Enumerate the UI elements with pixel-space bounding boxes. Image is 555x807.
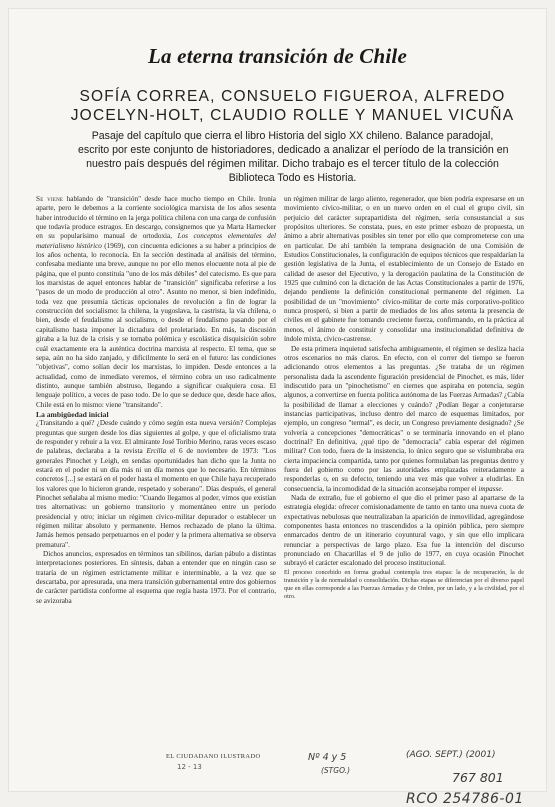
left-paragraph-1 <box>36 195 276 410</box>
left-p1-text-a: hablando de "transición" desde hace mucho tiempo en Chile. Ironía aparte, pero le debemos a la corriente sociológica marxista de los años sesenta haber introducido el término en la jerga política chilena con una carga de confusión que todavía produce estragos. En descargo, consignemos que ya Marta Harnecker en su popularísimo manual de ortodoxia, <box>36 195 276 241</box>
handwritten-page-note: 12 - 13 <box>177 763 202 771</box>
left-paragraph-3: Dichos anuncios, expresados en términos tan sibilinos, darían pábulo a distintas interpretaciones posteriores. En síntesis, daban a entender que en ningún caso se trataría de un régimen estrictamente militar e interminable, a la vez que se descartaba, por apresurada, una mera transición gubernamental entre dos gobiernos de carácter partidista conforme al esquema que regía hasta 1973. Por el contrario, se avizoraba <box>36 550 276 605</box>
left-p1-text-b: (1969), con cincuenta ediciones a su haber a principios de los años ochenta, lo reconocía. En la sección destinada al análisis del término, confesaba mediante una breve, aunque no por ello menos elocuente nota al pie de página, que el punto constituía "uno de los más débiles" del catecismo. Es que para los marxistas de aquel entonces hablar de "transición" significaba referirse a los "pasos de un modo de producción al otro". Asunto no menor, si bien indefinido, toda vez que presumía tácticas opcionales de revolución a fin de lograr la construcción del socialismo: la chilena, la yugoslava, la castrista, la vía chilena, o bien, desde el feudalismo al socialismo, o desde el feudalismo pasando por el capitalismo hasta imponer la dictadura del proletariado. En más, la discusión giraba a la luz de la crisis y se tornaba polémica y escolástica disquisición sobre cuál exactamente era la auténtica doctrina marxista al respecto. El tema, que se sepa, aún no ha sido zanjado, y difícilmente lo será en el futuro: las condiciones "objetivas", como solían decir los marxistas, lo impiden. Desde entonces a la actualidad, como de inmediato veremos, el término cobra un uso radicalmente distinto, aunque también abstruso, llegando a significar cualquiera cosa. El lenguaje político, a veces de paso todo. De lo que se deduce que, desde hace años, Chile está en lo mismo: viene "transitando". <box>36 241 276 409</box>
document-page <box>8 8 547 807</box>
deck-line-3: nuestro país después del régimen militar. Dicho trabajo es el tercer título de la colección <box>86 158 499 170</box>
deck-line-4: Biblioteca Todo es Historia. <box>228 172 357 184</box>
section-subhead: La ambigüedad inicial <box>36 409 109 419</box>
deck-line-2: escrito por este conjunto de historiadores, dedicado a analizar el período de la transición en <box>78 144 509 156</box>
left-column <box>36 195 276 606</box>
handwritten-date: (AGO. SEPT.) (2001) <box>406 750 496 760</box>
magazine-title-italic: Ercilla <box>146 447 167 456</box>
handwritten-issue: Nº 4 y 5 <box>308 752 347 763</box>
article-authors <box>68 87 517 125</box>
right-paragraph-3: Nada de extraño, fue el gobierno el que dio el primer paso al apartarse de la estrategia elegida: ofrecer comisionadamente de tanto en tanto una nueva cuota de expectativas nebulosas que neutralizaban la aparición de inmovilidad, agregándose componentes hasta entonces no trascendidos a la opinión pública, pero siempre enmarcados dentro de un itinerario coyuntural vago, y sin que ello implicara renunciar a perspectivas de largo plazo. Esa fue la intención del discurso pronunciado en Chacarillas el 9 de julio de 1977, en cuya ocasión Pinochet subrayó el carácter escalonado del proceso institucional. <box>284 494 524 568</box>
authors-line-1: SOFÍA CORREA, CONSUELO FIGUEROA, ALFREDO <box>79 88 506 105</box>
left-p2-text-b: el 6 de noviembre de 1973: "Los generales Pinochet y Leigh, en sendas oportunidades han dicho que la Junta no estará en el poder ni un día más ni un día menos que lo necesario. En términos concretos [...] se estará en el poder hasta el momento en que Chile haya recuperado los valores que lo hicieron grande, respetado y soberano". Días después, el general Pinochet señalaba al mismo medio: "Cuando llegamos al poder, vimos que existían tres alternativas: un gobierno transitorio y momentáneo entre un período presidencial y otro; iniciar un régimen cívico-militar depurador o establecer un régimen militar absoluto y permanente. Hemos rechazado de plano la última. Jamás hemos pensado perpetuarnos en el poder y la primera alternativa se observa prematura". <box>36 447 276 549</box>
handwritten-number: 767 801 <box>452 770 504 785</box>
drop-lead: Se viene <box>36 195 64 203</box>
deck-line-1: Pasaje del capítulo que cierra el libro Historia del siglo XX chileno. Balance paradojal, <box>91 130 494 142</box>
right-paragraph-1: un régimen militar de largo aliento, regenerador, que bien podría expresarse en un movimiento cívico-militar, o en un nuevo orden en el cual el grupo civil, sin perjuicio del carácter suprapartidista del régimen, sería consustancial a sus propósitos ulteriores. Se constata, pues, en este primer esbozo de propuesta, un ánimo a abrir alternativas posibles sin tener por ello que comprometerse con una en particular. De ahí también la temprana designación de una Comisión de Estudios Constitucionales, la configuración de equipos técnicos que respaldarían la gestión legislativa de la Junta, el establecimiento de un Consejo de Estado en calidad de asesor del Ejecutivo, y la derogación paulatina de la Constitución de 1925 que culminó con la dictación de las Actas Constitucionales a partir de 1976, dejando pendiente la definición constitucional permanente del régimen. La posibilidad de un "movimiento" cívico-militar de corte más corporativo-político nunca prosperó, si bien a partir de mediados de los años setenta la presencia de civiles en el gabinete fue tomando creciente fuerza, confirmando, en la práctica al menos, el ánimo de constituir y consolidar una institucionalidad definitiva de índole mixta, cívico-castrense. <box>284 195 524 344</box>
authors-line-2: JOCELYN-HOLT, CLAUDIO ROLLE Y MANUEL VICUÑA <box>70 107 515 124</box>
left-p2-text-a: ¿Transitando a qué? ¿Desde cuándo y cómo según esta nueva versión? Complejas preguntas que surgen desde los días siguientes al golpe, y que el oficialismo trata de responder y rehuir a la vez. El almirante José Toribio Merino, raras veces escaso de palabras, declaraba a la revista <box>36 419 276 456</box>
handwritten-city: (STGO.) <box>321 766 350 775</box>
handwritten-catalog-code: RCO 254786-01 <box>406 791 524 807</box>
right-p2-text-b: . <box>501 484 504 493</box>
left-paragraph-2 <box>36 419 276 550</box>
article-title: La eterna transición de Chile <box>148 44 407 68</box>
right-column <box>284 195 524 601</box>
article-deck <box>78 129 507 185</box>
impasse-italic: impasse <box>478 484 502 493</box>
right-paragraph-2 <box>284 345 524 495</box>
publication-source: EL CIUDADANO ILUSTRADO <box>166 753 261 760</box>
quote-caption: El proceso concebido en forma gradual contempla tres etapas: la de recuperación, la de transición y la de normalidad o consolidación. Dichas etapas se diferencian por el diverso papel que en ellas corresponde a las Fuerzas Armadas y de Orden, por un lado, y a la civilidad, por el otro. <box>284 568 524 600</box>
book-title-italic: Los conceptos elementales del materialismo histórico <box>36 232 277 250</box>
right-p2-text-a: De esta primera inquietud satisfecha ambiguamente, el régimen se desliza hacia otros escenarios no más claros. En efecto, con el correr del tiempo se fueron adicionando otros elementos a las preguntas. ¿Se trataba de un régimen personalista dada la ascendente figuración presidencial de Pinochet, es más, líder indiscutido para un "pinochetismo" en ciernes que aspiraba en potencia, según algunos, a convertirse en fuerza política autónoma de las Fuerzas Armadas? ¿Cabía la posibilidad de llamar a elecciones y cuándo? ¿Podían llegar a conjeturarse instancias participativas, incluso dentro del marco de esquemas limitados, por ejemplo, un congreso "termal", es decir, un Congreso previamente designado? ¿Se volvería a concepciones "democráticas" o se terminaría innovando en el plano doctrinal? En definitiva, ¿qué tipo de "democracia" cabía esperar del régimen militar? Con todo, fuera de la insistencia, lo único seguro que se vislumbraba era cierta impaciencia compartida, tanto por quienes formulaban las preguntas dentro y fuera del gobierno como por las autoridades emplazadas reiteradamente a responderlas o, en su defecto, teniendo una vez más que volver a eludirlas. En consecuencia, la incomodidad de la situación aconsejaba romper el <box>284 344 524 493</box>
